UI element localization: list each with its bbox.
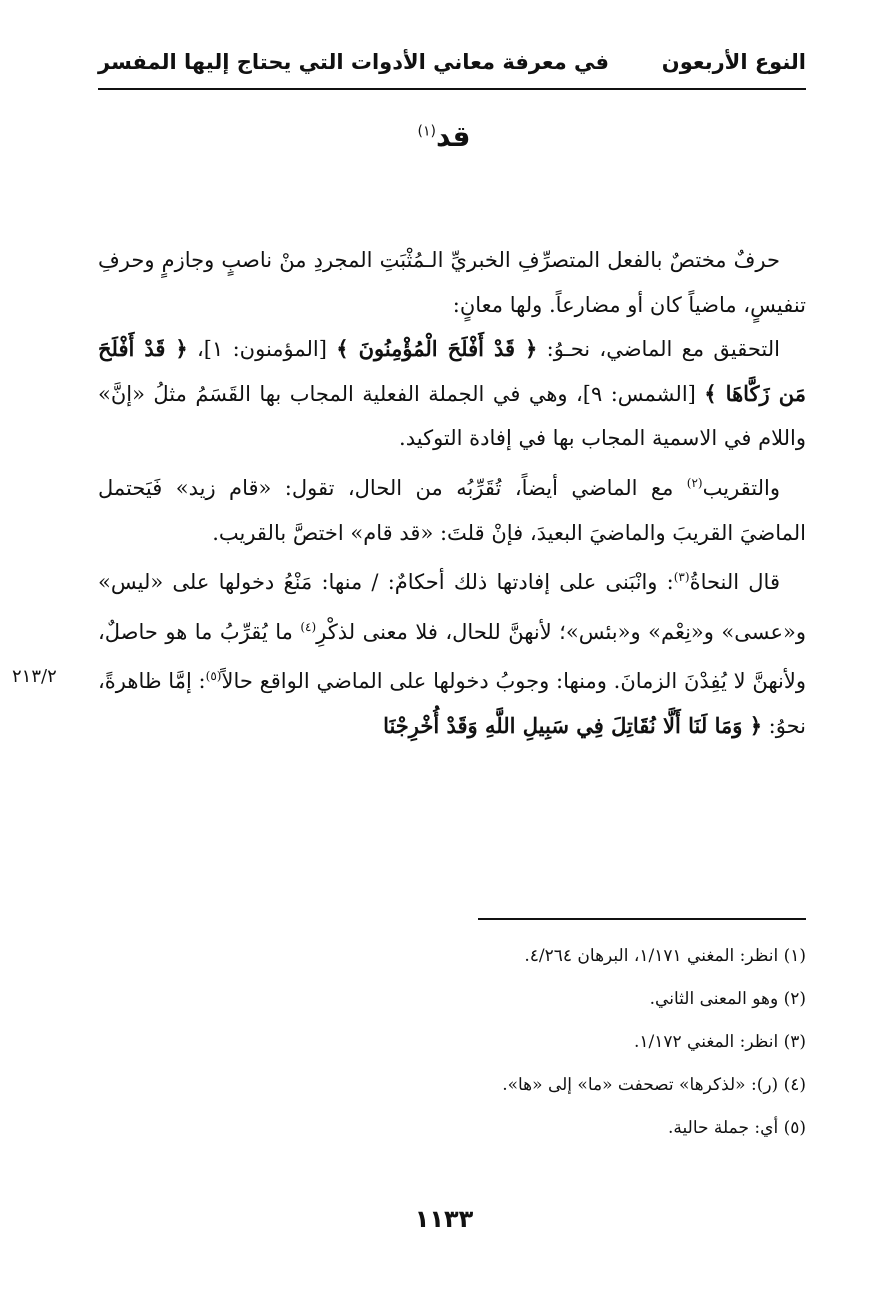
p2-text-b: [المؤمنون: ١]،: [187, 337, 337, 362]
p4-text-a: قال النحاةُ: [689, 570, 780, 595]
main-text: [98, 238, 806, 749]
paragraph-definition: حرفٌ مختصٌ بالفعل المتصرِّفِ الخبريِّ الـمُثْبَتِ المجردِ منْ ناصبٍ وجازمٍ وحرفِ تنفيسٍ، ماضياً كان أو مضارعاً. ولها معانٍ:: [98, 248, 806, 317]
page-number: ١١٣٣: [414, 1205, 474, 1233]
entry-title-text: قد: [435, 120, 471, 153]
p4-text-d: : إمَّا ظاهرةً، نحوُ:: [98, 669, 806, 738]
paragraph-nuhat: [98, 555, 806, 748]
footnote-4: (٤) (ر): «لذكرها» تصحفت «ما» إلى «ها».: [502, 1075, 806, 1095]
quran-verse-muminun: ﴿ قَدْ أَفْلَحَ الْمُؤْمِنُونَ ﴾: [336, 336, 538, 362]
footnote-ref-5: (٥): [205, 669, 222, 684]
p2-text-c: [الشمس: ٩]، وهي في الجملة الفعلية المجاب بها القَسَمُ مثلُ «إنَّ» واللام في الاسمية المجاب بها في إفادة التوكيد.: [98, 381, 806, 451]
header-section: في معرفة معاني الأدوات التي يحتاج إليها المفسر: [98, 50, 610, 74]
footnote-ref-3: (٣): [673, 570, 690, 585]
footnote-ref-4: (٤): [300, 619, 317, 634]
paragraph-tahqiq: [98, 327, 806, 461]
footnote-ref-2: (٢): [686, 475, 703, 490]
p3-text-b: مع الماضي أيضاً، تُقَرِّبُه من الحال، تقول: «قام زيد» فَيَحتمل الماضيَ القريبَ والماضيَ البعيدَ، فإنْ قلتَ: «قد قام» اختصَّ بالقريب.: [98, 475, 806, 545]
quran-verse-baqara: ﴿ وَمَا لَنَا أَلَّا نُقَاتِلَ فِي سَبِيلِ اللَّهِ وَقَدْ أُخْرِجْنَا: [383, 712, 762, 738]
title-footnote-ref: (١): [417, 123, 436, 140]
footnote-2: (٢) وهو المعنى الثاني.: [649, 989, 806, 1009]
footnote-5: (٥) أي: جملة حالية.: [668, 1118, 806, 1138]
entry-title: [0, 120, 888, 153]
footnote-1: (١) انظر: المغني ١/١٧١، البرهان ٤/٢٦٤.: [524, 946, 806, 966]
p3-text-a: والتقريب: [702, 475, 780, 500]
p4-text-b: : وانْبَنى على إفادتها ذلك أحكامٌ: / منها: مَنْعُ دخولها على «ليس» و«عسى» و«نِعْم» و«بئس»؛ لأنهنَّ للحال، فلا معنى لذكْرِ: [98, 570, 806, 644]
footnote-rule: [478, 918, 806, 920]
footnote-3: (٣) انظر: المغني ١/١٧٢.: [633, 1032, 806, 1052]
paragraph-taqrib: [98, 461, 806, 555]
p2-text-a: التحقيق مع الماضي، نحـوُ:: [537, 337, 781, 362]
quran-verse-shams: ﴿ قَدْ أَفْلَحَ مَن زَكَّاهَا ﴾: [98, 336, 807, 406]
running-header: [98, 40, 806, 84]
header-chapter: النوع الأربعون: [661, 50, 806, 74]
footnotes: [98, 935, 806, 1150]
margin-volume-page-note: ٢١٣/٢: [12, 666, 57, 687]
header-rule: [98, 88, 806, 90]
p4-text-c: ما يُقرِّبُ ما هو حاصلٌ، ولأنهنَّ لا يُفِدْنَ الزمانَ. ومنها: وجوبُ دخولها على الماضي الواقع حالاً: [98, 619, 806, 694]
